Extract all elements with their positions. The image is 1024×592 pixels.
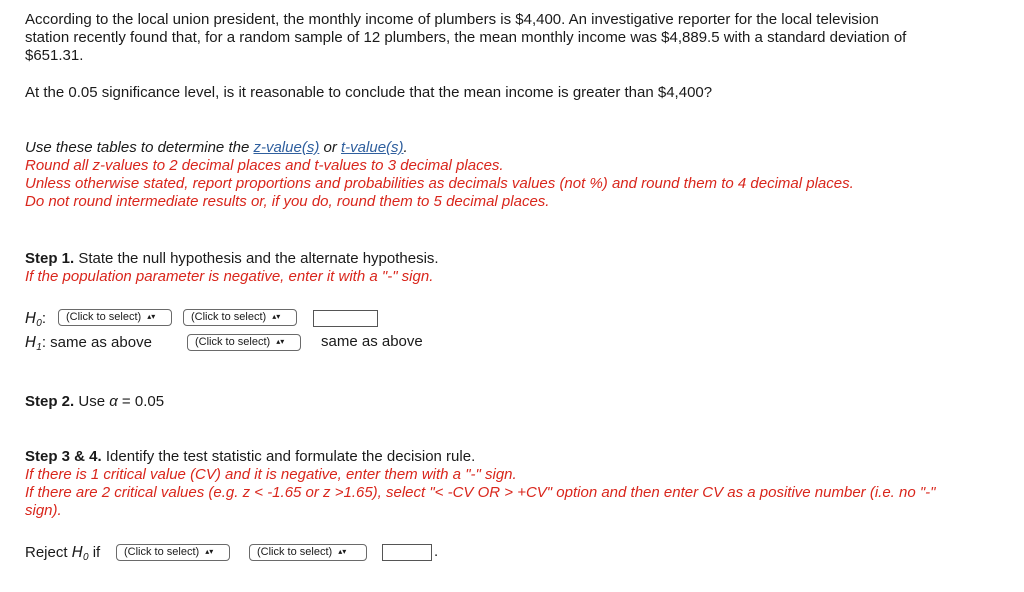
- h1-value-text: same as above: [321, 333, 423, 350]
- tables-instruction: [25, 139, 854, 157]
- select-arrows-icon: ▴▾: [338, 547, 347, 556]
- rounding-instruction: Round all z-values to 2 decimal places and t-values to 3 decimal places.: [25, 157, 504, 174]
- step1-title: Step 1.: [25, 250, 75, 267]
- proportions-instruction: Unless otherwise stated, report proportions and probabilities as decimals values (not %) and round them to 4 decimal places.: [25, 175, 854, 192]
- step1-note: If the population parameter is negative, enter it with a "-" sign.: [25, 268, 434, 285]
- question-line-2: station recently found that, for a random sample of 12 plumbers, the mean monthly income was $4,889.5 with a standard deviation of: [25, 29, 907, 46]
- parameter-select[interactable]: (Click to select) ▴▾: [58, 309, 172, 326]
- tables-prefix: Use these tables to determine the: [25, 139, 254, 156]
- critical-value-input[interactable]: [382, 544, 432, 561]
- decision-rule-select[interactable]: (Click to select) ▴▾: [249, 544, 367, 561]
- step1-heading: [25, 250, 439, 286]
- h0-value-input[interactable]: [313, 310, 378, 327]
- select-arrows-icon: ▴▾: [272, 312, 281, 321]
- step1-text: State the null hypothesis and the alternate hypothesis.: [74, 250, 439, 267]
- alpha-symbol: α: [109, 393, 118, 410]
- period: .: [434, 543, 439, 560]
- h0-label: $H_0$:: [25, 309, 47, 329]
- reject-label: Reject $H_0$ if: [25, 543, 101, 563]
- step34-heading: [25, 448, 936, 520]
- step34-note-1: If there is 1 critical value (CV) and it is negative, enter them with a "-" sign.: [25, 466, 517, 483]
- select-arrows-icon: ▴▾: [276, 337, 285, 346]
- t-value-link[interactable]: t-value(s): [341, 139, 404, 156]
- step2: Step 2. Use α = 0.05: [25, 393, 165, 410]
- step34-title: Step 3 & 4.: [25, 448, 102, 465]
- tables-suffix: .: [403, 139, 408, 156]
- test-statistic-select[interactable]: (Click to select) ▴▾: [116, 544, 230, 561]
- z-value-link[interactable]: z-value(s): [253, 139, 320, 156]
- or-text: or: [319, 139, 342, 156]
- step2-title: Step 2.: [25, 393, 75, 410]
- question-line-1: According to the local union president, the monthly income of plumbers is $4,400. An investigative reporter for the local television: [25, 11, 879, 28]
- intermediate-instruction: Do not round intermediate results or, if you do, round them to 5 decimal places.: [25, 193, 550, 210]
- h1-operator-select[interactable]: (Click to select) ▴▾: [187, 334, 301, 351]
- step34-note-2-cont: sign).: [25, 502, 62, 519]
- select-arrows-icon: ▴▾: [205, 547, 214, 556]
- step34-note-2: If there are 2 critical values (e.g. z < -1.65 or z >1.65), select "< -CV OR > +CV" option and then enter CV as a positive number (i.e. no "-": [25, 484, 936, 501]
- select-arrows-icon: ▴▾: [147, 312, 156, 321]
- question-line-3: $651.31.: [25, 47, 84, 64]
- step34-text: Identify the test statistic and formulate the decision rule.: [101, 448, 476, 465]
- question-text: [25, 11, 906, 65]
- h0-operator-select[interactable]: (Click to select) ▴▾: [183, 309, 297, 326]
- question-prompt: At the 0.05 significance level, is it reasonable to conclude that the mean income is greater than $4,400?: [25, 84, 713, 101]
- h1-label: $H_1$: same as above: [25, 333, 152, 353]
- instructions: [25, 139, 854, 211]
